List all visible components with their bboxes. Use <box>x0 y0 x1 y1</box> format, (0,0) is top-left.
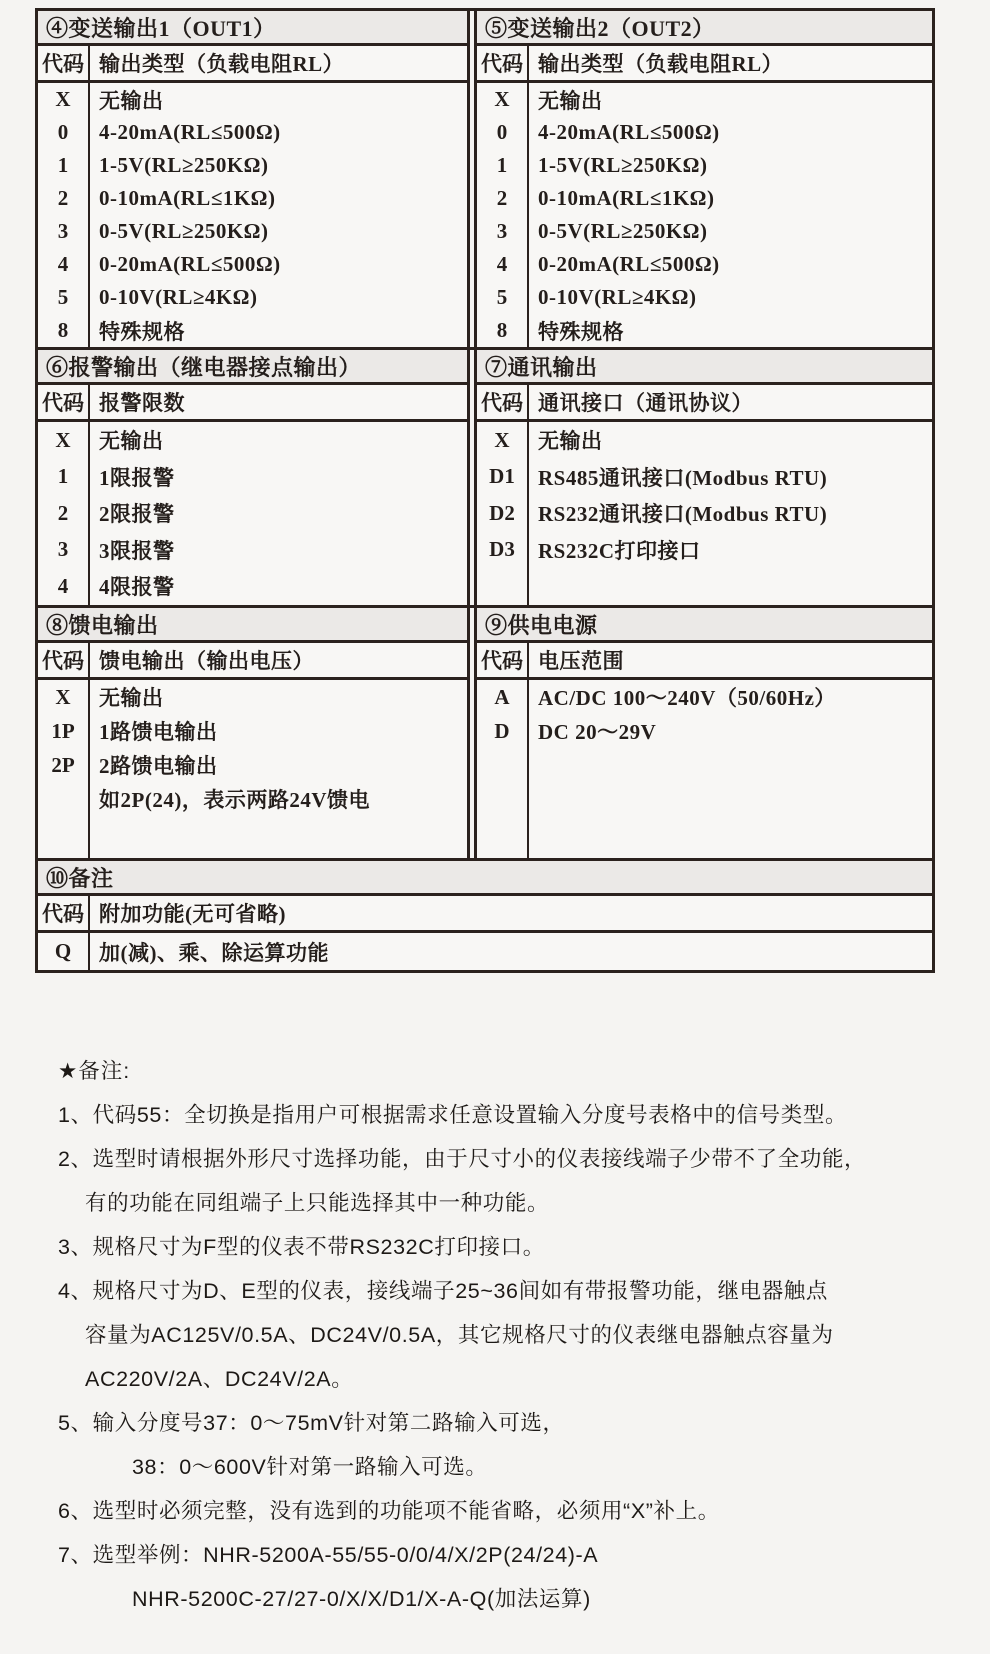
code-cell: D1 <box>477 459 529 496</box>
desc-cell: 0-20mA(RL≤500Ω) <box>538 252 720 276</box>
code-column-header: 代码 <box>477 385 529 419</box>
table-row <box>477 532 932 569</box>
footnote-text: 6、选型时必须完整，没有选到的功能项不能省略，必须用“X”补上。 <box>58 1499 720 1523</box>
footnote-text: 5、输入分度号37：0～75mV针对第二路输入可选， <box>58 1411 565 1435</box>
column-filler <box>38 605 467 606</box>
code-cell: D3 <box>477 532 529 569</box>
code-column-header: 代码 <box>38 896 90 930</box>
desc-cell: 1限报警 <box>99 465 175 490</box>
code-cell: D <box>477 714 529 748</box>
table-row <box>38 215 467 248</box>
footnote-line <box>58 1489 938 1533</box>
table-row <box>38 116 467 149</box>
code-cell: 4 <box>477 248 529 281</box>
desc-column-header: 通讯接口（通讯协议） <box>538 391 753 415</box>
model-selection-table <box>35 8 935 973</box>
desc-cell: 无输出 <box>99 686 164 710</box>
code-column-header: 代码 <box>38 46 90 80</box>
desc-cell: RS485通讯接口(Modbus RTU) <box>538 465 828 490</box>
desc-cell: 无输出 <box>538 429 603 454</box>
table-row <box>38 933 932 970</box>
desc-cell: 1路馈电输出 <box>99 720 218 744</box>
desc-column-header: 电压范围 <box>538 649 624 673</box>
desc-cell: 无输出 <box>99 429 164 454</box>
code-column-header: 代码 <box>477 643 529 677</box>
table-row <box>38 748 467 782</box>
code-column-header: 代码 <box>477 46 529 80</box>
section-row-alarm-comm <box>38 347 932 605</box>
table-row <box>38 314 467 347</box>
desc-column-header: 馈电输出（输出电压） <box>99 649 314 673</box>
section-alarm <box>38 350 470 605</box>
code-cell: X <box>477 83 529 116</box>
desc-column-header: 附加功能(无可省略) <box>99 902 286 926</box>
desc-cell: 1-5V(RL≥250KΩ) <box>99 153 269 177</box>
table-row <box>38 149 467 182</box>
desc-cell: 0-10mA(RL≤1KΩ) <box>538 186 715 210</box>
code-cell: 0 <box>38 116 90 149</box>
desc-column-header: 输出类型（负载电阻RL） <box>538 52 784 76</box>
section-row-transmit-outputs <box>38 11 932 347</box>
code-cell: X <box>38 680 90 714</box>
table-row <box>38 248 467 281</box>
code-cell: 3 <box>38 215 90 248</box>
code-cell: 4 <box>38 248 90 281</box>
code-cell: 8 <box>477 314 529 347</box>
desc-cell: 无输出 <box>538 88 603 113</box>
table-row <box>477 422 932 459</box>
table-row <box>38 83 467 116</box>
section-comm-header <box>477 385 932 422</box>
footnote-line <box>58 1137 938 1181</box>
desc-cell: 4-20mA(RL≤500Ω) <box>99 120 281 144</box>
code-cell: A <box>477 680 529 714</box>
footnote-line <box>58 1533 938 1577</box>
table-row <box>477 182 932 215</box>
desc-cell: 4限报警 <box>99 575 175 600</box>
footnote-line <box>58 1269 938 1313</box>
table-row <box>477 83 932 116</box>
table-row <box>38 568 467 605</box>
desc-cell: 0-10mA(RL≤1KΩ) <box>99 186 276 210</box>
desc-cell: 特殊规格 <box>538 319 624 344</box>
footnote-text: NHR-5200C-27/27-0/X/X/D1/X-A-Q(加法运算) <box>132 1587 591 1611</box>
desc-cell: 4-20mA(RL≤500Ω) <box>538 120 720 144</box>
section-row-remark <box>38 858 932 970</box>
code-cell: 0 <box>477 116 529 149</box>
code-cell: 8 <box>38 314 90 347</box>
section-feed-body <box>38 680 467 858</box>
section-alarm-header <box>38 385 467 422</box>
footnotes-list <box>58 1093 938 1621</box>
section-out2-title: ⑤变送输出2（OUT2） <box>477 11 932 46</box>
footnote-text: 容量为AC125V/0.5A、DC24V/0.5A，其它规格尺寸的仪表继电器触点容量为 <box>85 1323 834 1347</box>
code-cell: 3 <box>38 532 90 569</box>
table-row <box>38 495 467 532</box>
table-row <box>38 281 467 314</box>
section-power-header <box>477 643 932 680</box>
code-cell: 5 <box>38 281 90 314</box>
desc-cell: 0-20mA(RL≤500Ω) <box>99 252 281 276</box>
footnote-text: 7、选型举例：NHR-5200A-55/55-0/0/4/X/2P(24/24)-A <box>58 1543 599 1567</box>
desc-cell: 加(减)、乘、除运算功能 <box>99 940 329 965</box>
table-row <box>477 314 932 347</box>
code-cell: 2 <box>38 495 90 532</box>
desc-cell: 0-5V(RL≥250KΩ) <box>538 219 708 243</box>
footnote-line <box>58 1357 938 1401</box>
footnote-text: 38：0～600V针对第一路输入可选。 <box>132 1455 488 1479</box>
code-cell: 3 <box>477 215 529 248</box>
table-row <box>477 149 932 182</box>
code-cell: 2 <box>477 182 529 215</box>
code-cell: X <box>477 422 529 459</box>
footnote-line <box>58 1401 938 1445</box>
section-row-feed-power <box>38 605 932 858</box>
section-out1-title: ④变送输出1（OUT1） <box>38 11 467 46</box>
section-comm-title: ⑦通讯输出 <box>477 350 932 385</box>
desc-cell: AC/DC 100～240V（50/60Hz） <box>538 686 836 710</box>
footnote-line <box>58 1445 938 1489</box>
section-power-body <box>477 680 932 858</box>
code-cell: 1P <box>38 714 90 748</box>
code-cell: 1 <box>38 459 90 496</box>
table-row <box>477 215 932 248</box>
code-cell: 2 <box>38 182 90 215</box>
footnote-text: 3、规格尺寸为F型的仪表不带RS232C打印接口。 <box>58 1235 545 1259</box>
table-row <box>477 680 932 714</box>
table-row <box>38 422 467 459</box>
desc-cell: 0-10V(RL≥4KΩ) <box>538 285 697 309</box>
section-feed-header <box>38 643 467 680</box>
desc-cell: 2限报警 <box>99 502 175 527</box>
table-row <box>477 459 932 496</box>
footnote-text: AC220V/2A、DC24V/2A。 <box>85 1367 354 1391</box>
section-out2-body <box>477 83 932 347</box>
desc-cell: 如2P(24)，表示两路24V馈电 <box>99 788 370 812</box>
section-comm <box>474 350 932 605</box>
table-row <box>477 495 932 532</box>
column-filler <box>477 748 932 858</box>
footnote-text: 有的功能在同组端子上只能选择其中一种功能。 <box>85 1191 550 1215</box>
code-cell: Q <box>38 933 90 970</box>
desc-cell: DC 20～29V <box>538 720 657 744</box>
desc-cell: 2路馈电输出 <box>99 754 218 778</box>
section-out1 <box>38 11 470 347</box>
table-row <box>38 532 467 569</box>
table-row <box>477 281 932 314</box>
code-cell <box>38 782 90 816</box>
table-row <box>38 459 467 496</box>
footnote-line <box>58 1181 938 1225</box>
code-column-header: 代码 <box>38 385 90 419</box>
desc-cell: 1-5V(RL≥250KΩ) <box>538 153 708 177</box>
desc-cell: 无输出 <box>99 88 164 113</box>
table-row <box>477 714 932 748</box>
section-out1-body <box>38 83 467 347</box>
section-remark-body <box>38 933 932 970</box>
section-feed-title: ⑧馈电输出 <box>38 608 467 643</box>
code-column-header: 代码 <box>38 643 90 677</box>
footnote-text: 1、代码55：全切换是指用户可根据需求任意设置输入分度号表格中的信号类型。 <box>58 1103 848 1127</box>
code-cell: X <box>38 83 90 116</box>
code-cell: 5 <box>477 281 529 314</box>
section-power-title: ⑨供电电源 <box>477 608 932 643</box>
section-out2 <box>474 11 932 347</box>
section-power <box>474 608 932 858</box>
footnote-text: 2、选型时请根据外形尺寸选择功能，由于尺寸小的仪表接线端子少带不了全功能， <box>58 1147 867 1171</box>
desc-cell: 0-10V(RL≥4KΩ) <box>99 285 258 309</box>
table-row <box>38 680 467 714</box>
desc-cell: 0-5V(RL≥250KΩ) <box>99 219 269 243</box>
desc-cell: 3限报警 <box>99 538 175 563</box>
footnote-line <box>58 1225 938 1269</box>
column-filler <box>477 568 932 605</box>
code-cell: 2P <box>38 748 90 782</box>
section-out2-header <box>477 46 932 83</box>
table-row <box>38 182 467 215</box>
section-comm-body <box>477 422 932 605</box>
section-feed <box>38 608 470 858</box>
table-row <box>38 714 467 748</box>
section-remark <box>38 861 932 970</box>
footnotes <box>58 1049 938 1621</box>
column-filler <box>38 816 467 858</box>
code-cell: D2 <box>477 495 529 532</box>
section-alarm-body <box>38 422 467 605</box>
section-alarm-title: ⑥报警输出（继电器接点输出） <box>38 350 467 385</box>
code-cell: 4 <box>38 568 90 605</box>
footnote-line <box>58 1313 938 1357</box>
section-remark-header <box>38 896 932 933</box>
table-row <box>477 248 932 281</box>
section-out1-header <box>38 46 467 83</box>
code-cell: X <box>38 422 90 459</box>
desc-cell: 特殊规格 <box>99 319 185 344</box>
code-cell: 1 <box>477 149 529 182</box>
table-row <box>477 116 932 149</box>
desc-column-header: 报警限数 <box>99 391 185 415</box>
desc-cell: RS232C打印接口 <box>538 538 701 563</box>
footnote-text: 4、规格尺寸为D、E型的仪表，接线端子25~36间如有带报警功能，继电器触点 <box>58 1279 829 1303</box>
code-cell: 1 <box>38 149 90 182</box>
table-row <box>38 782 467 816</box>
section-remark-title: ⑩备注 <box>38 861 932 896</box>
footnote-line <box>58 1093 938 1137</box>
desc-cell: RS232通讯接口(Modbus RTU) <box>538 502 828 527</box>
footnotes-heading: ★备注: <box>58 1059 131 1083</box>
desc-column-header: 输出类型（负载电阻RL） <box>99 52 345 76</box>
footnote-line <box>58 1577 938 1621</box>
